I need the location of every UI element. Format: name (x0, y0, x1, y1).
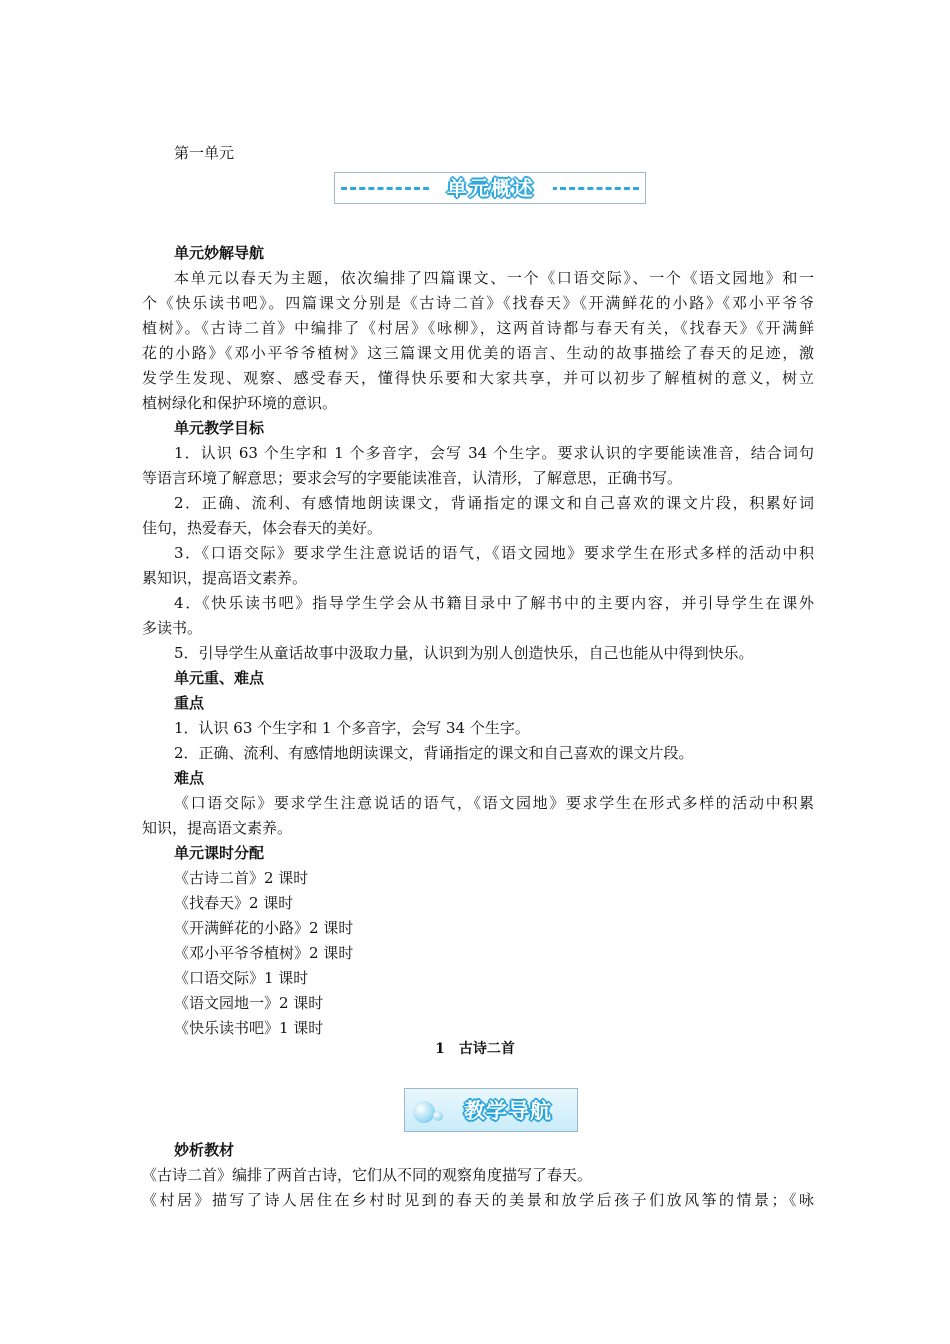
heading-key-points: 重点 (174, 694, 205, 712)
paragraph-line: 植树绿化和保护环境的意识。 (142, 394, 338, 412)
banner-title: 单元概述 (447, 176, 535, 200)
heading-unit-guide: 单元妙解导航 (174, 244, 265, 262)
paragraph-line: 植树》。《古诗二首》中编排了《村居》《咏柳》，这两首诗都与春天有关，《找春天》《开满鲜 (142, 319, 814, 337)
class-hour-item: 《找春天》2 课时 (174, 894, 294, 912)
paragraph-line: 花的小路》《邓小平爷爷植树》这三篇课文用优美的语言、生动的故事描绘了春天的足迹，激 (142, 344, 814, 362)
difficult-point-line: 《口语交际》要求学生注意说话的语气，《语文园地》要求学生在形式多样的活动中积累 (174, 794, 814, 812)
lesson-banner-title: 教学导航 (464, 1099, 552, 1123)
goal-line: 多读书。 (142, 619, 203, 637)
unit-label: 第一单元 (174, 144, 235, 162)
paragraph-line: 发学生发现、观察、感受春天，懂得快乐要和大家共享，并可以初步了解植树的意义，树立 (142, 369, 814, 387)
class-hour-item: 《古诗二首》2 课时 (174, 869, 309, 887)
bubble-icon (433, 1111, 443, 1121)
lesson-line: 《村居》描写了诗人居住在乡村时见到的春天的美景和放学后孩子们放风筝的情景；《咏 (142, 1191, 814, 1209)
banner-pill (429, 175, 553, 201)
heading-class-hours: 单元课时分配 (174, 844, 265, 862)
goal-line: 3．《口语交际》要求学生注意说话的语气，《语文园地》要求学生在形式多样的活动中积 (174, 544, 814, 562)
bubble-icon (413, 1101, 435, 1123)
goal-line: 2．正确、流利、有感情地朗读课文，背诵指定的课文和自己喜欢的课文片段，积累好词 (174, 494, 814, 512)
goal-line: 佳句，热爱春天，体会春天的美好。 (142, 519, 383, 537)
paragraph-line: 个《快乐读书吧》。四篇课文分别是《古诗二首》《找春天》《开满鲜花的小路》《邓小平爷爷 (142, 294, 814, 312)
class-hour-item: 《口语交际》1 课时 (174, 969, 309, 987)
goal-line: 4．《快乐读书吧》指导学生学会从书籍目录中了解书中的主要内容，并引导学生在课外 (174, 594, 814, 612)
heading-teaching-goals: 单元教学目标 (174, 419, 265, 437)
lesson-title: 1 古诗二首 (435, 1041, 515, 1057)
class-hour-item: 《快乐读书吧》1 课时 (174, 1019, 324, 1037)
class-hour-item: 《邓小平爷爷植树》2 课时 (174, 944, 354, 962)
goal-line: 5．引导学生从童话故事中汲取力量，认识到为别人创造快乐，自己也能从中得到快乐。 (174, 644, 754, 662)
goal-line: 等语言环境了解意思；要求会写的字要能读准音，认清形，了解意思，正确书写。 (142, 469, 683, 487)
difficult-point-line: 知识，提高语文素养。 (142, 819, 293, 837)
section-banner (334, 172, 646, 204)
goal-line: 1．认识 63 个生字和 1 个多音字，会写 34 个生字。要求认识的字要能读准音，结合词句 (174, 444, 814, 462)
key-point-line: 1．认识 63 个生字和 1 个多音字，会写 34 个生字。 (174, 719, 530, 737)
class-hour-item: 《开满鲜花的小路》2 课时 (174, 919, 354, 937)
heading-difficult-points: 难点 (174, 769, 205, 787)
goal-line: 累知识，提高语文素养。 (142, 569, 308, 587)
lesson-line: 《古诗二首》编排了两首古诗，它们从不同的观察角度描写了春天。 (142, 1166, 593, 1184)
heading-analysis: 妙析教材 (174, 1141, 235, 1159)
paragraph-line: 本单元以春天为主题，依次编排了四篇课文、一个《口语交际》、一个《语文园地》和一 (174, 269, 814, 287)
lesson-banner (404, 1088, 578, 1132)
class-hour-item: 《语文园地一》2 课时 (174, 994, 324, 1012)
key-point-line: 2．正确、流利、有感情地朗读课文，背诵指定的课文和自己喜欢的课文片段。 (174, 744, 694, 762)
heading-key-difficult: 单元重、难点 (174, 669, 265, 687)
